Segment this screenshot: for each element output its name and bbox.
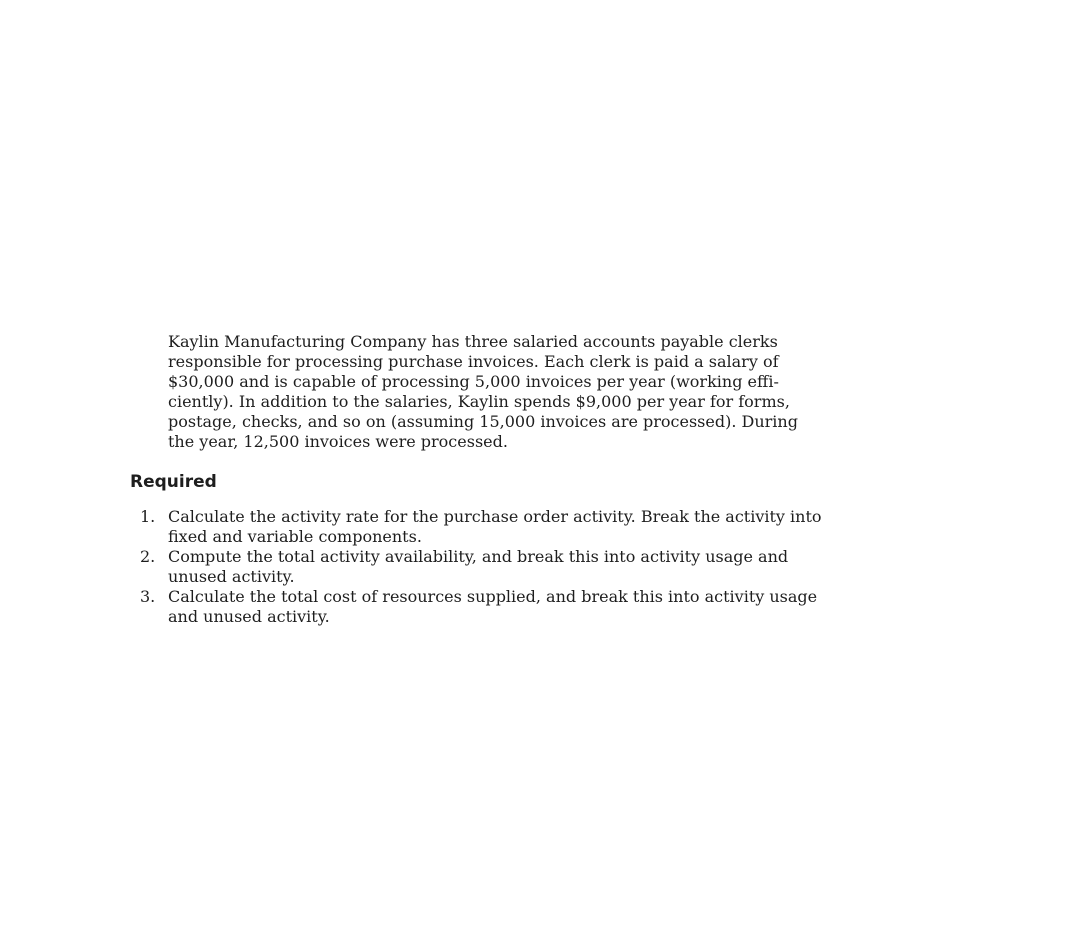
requirement-line: fixed and variable components. (168, 527, 422, 546)
problem-line: the year, 12,500 invoices were processed. (168, 432, 508, 451)
problem-line: ciently). In addition to the salaries, Kaylin spends $9,000 per year for forms, (168, 392, 790, 411)
problem-line: Kaylin Manufacturing Company has three salaried accounts payable clerks (168, 332, 778, 351)
problem-line: postage, checks, and so on (assuming 15,000 invoices are processed). During (168, 412, 798, 431)
requirement-item (140, 507, 940, 547)
required-heading: Required (130, 472, 217, 492)
requirement-line: Calculate the activity rate for the purchase order activity. Break the activity into (168, 507, 822, 526)
requirement-item (140, 547, 940, 587)
requirement-item (140, 587, 940, 627)
requirement-line: and unused activity. (168, 607, 330, 626)
problem-line: $30,000 and is capable of processing 5,000 invoices per year (working effi- (168, 372, 779, 391)
requirement-number: 3. (140, 587, 156, 606)
problem-line: responsible for processing purchase invoices. Each clerk is paid a salary of (168, 352, 779, 371)
requirement-line: unused activity. (168, 567, 295, 586)
requirements-list (140, 507, 940, 627)
problem-statement (168, 332, 928, 452)
requirement-number: 2. (140, 547, 156, 566)
requirement-number: 1. (140, 507, 156, 526)
requirement-line: Calculate the total cost of resources supplied, and break this into activity usage (168, 587, 818, 606)
requirement-line: Compute the total activity availability, and break this into activity usage and (168, 547, 789, 566)
